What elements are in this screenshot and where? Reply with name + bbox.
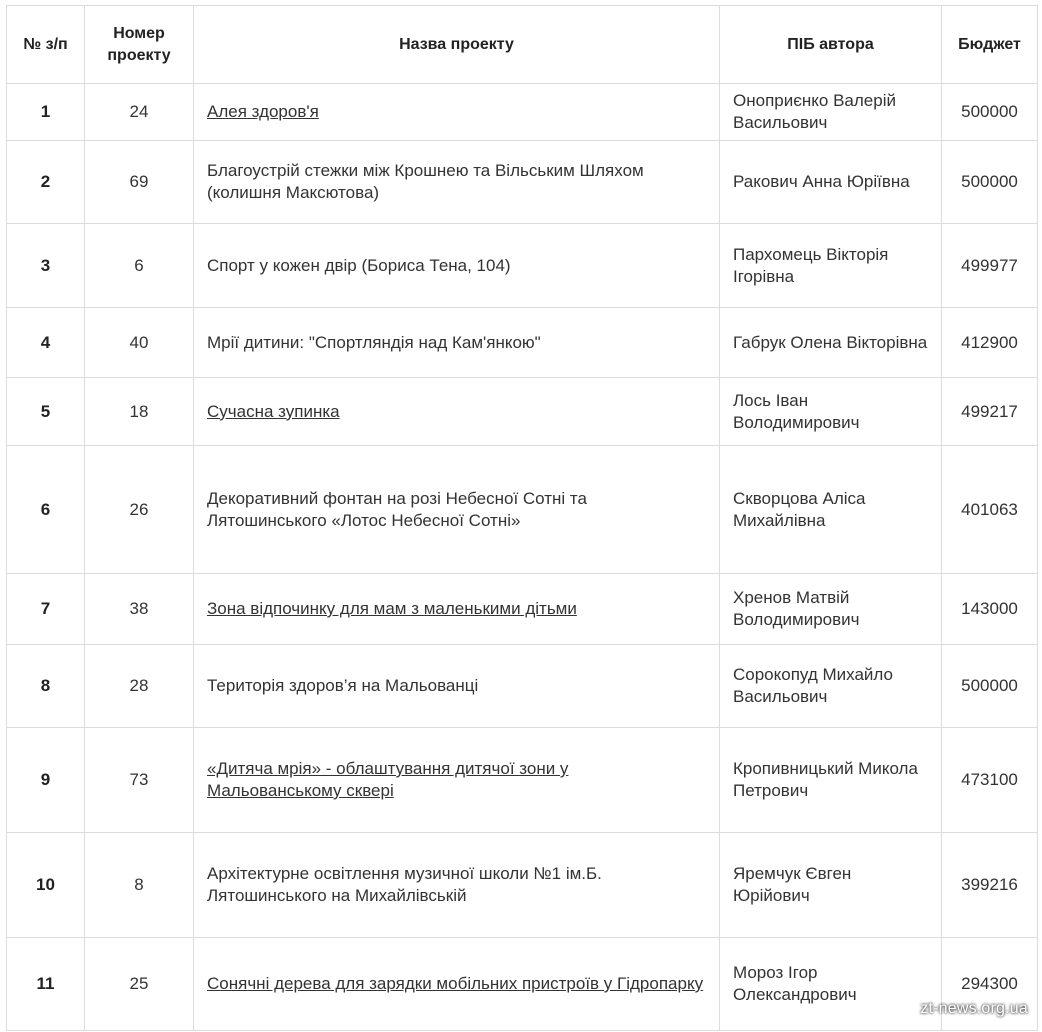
project-name-cell xyxy=(194,308,720,378)
budget-value: 500000 xyxy=(942,141,1038,224)
project-name-link[interactable]: Алея здоров'я xyxy=(207,102,319,121)
project-name-cell xyxy=(194,446,720,574)
project-number: 38 xyxy=(85,574,194,645)
project-name-cell xyxy=(194,728,720,833)
table-row xyxy=(7,378,1038,446)
project-name-cell xyxy=(194,84,720,141)
project-number: 24 xyxy=(85,84,194,141)
author-name: Ракович Анна Юріївна xyxy=(720,141,942,224)
row-index: 7 xyxy=(7,574,85,645)
project-name-cell xyxy=(194,938,720,1031)
project-number: 28 xyxy=(85,645,194,728)
author-name: Мороз Ігор Олександрович xyxy=(720,938,942,1031)
table-row xyxy=(7,84,1038,141)
budget-value: 412900 xyxy=(942,308,1038,378)
row-index: 10 xyxy=(7,833,85,938)
row-index: 1 xyxy=(7,84,85,141)
project-name-cell xyxy=(194,574,720,645)
table-row xyxy=(7,938,1038,1031)
project-number: 69 xyxy=(85,141,194,224)
project-number: 25 xyxy=(85,938,194,1031)
project-name-link[interactable]: «Дитяча мрія» - облаштування дитячої зони у Мальованському сквері xyxy=(207,759,569,800)
author-name: Хренов Матвій Володимирович xyxy=(720,574,942,645)
table-row xyxy=(7,728,1038,833)
row-index: 8 xyxy=(7,645,85,728)
project-name: Декоративний фонтан на розі Небесної Сотні та Лятошинського «Лотос Небесної Сотні» xyxy=(207,488,587,530)
author-name: Яремчук Євген Юрійович xyxy=(720,833,942,938)
table-row xyxy=(7,574,1038,645)
header-budget: Бюджет xyxy=(942,6,1038,84)
author-name: Кропивницький Микола Петрович xyxy=(720,728,942,833)
author-name: Сорокопуд Михайло Васильович xyxy=(720,645,942,728)
table-row xyxy=(7,645,1038,728)
header-author: ПІБ автора xyxy=(720,6,942,84)
author-name: Пархомець Вікторія Ігорівна xyxy=(720,224,942,308)
project-name-cell xyxy=(194,224,720,308)
budget-value: 143000 xyxy=(942,574,1038,645)
project-name: Мрії дитини: "Спортляндія над Кам'янкою" xyxy=(207,332,541,352)
project-number: 8 xyxy=(85,833,194,938)
table-row xyxy=(7,446,1038,574)
project-number: 18 xyxy=(85,378,194,446)
header-project-name: Назва проекту xyxy=(194,6,720,84)
project-name-cell xyxy=(194,645,720,728)
budget-value: 500000 xyxy=(942,84,1038,141)
budget-value: 401063 xyxy=(942,446,1038,574)
row-index: 9 xyxy=(7,728,85,833)
projects-table xyxy=(6,5,1038,1031)
project-number: 73 xyxy=(85,728,194,833)
budget-value: 500000 xyxy=(942,645,1038,728)
table-header-row xyxy=(7,6,1038,84)
project-number: 26 xyxy=(85,446,194,574)
table-body xyxy=(7,84,1038,1031)
author-name: Скворцова Аліса Михайлівна xyxy=(720,446,942,574)
row-index: 4 xyxy=(7,308,85,378)
table-row xyxy=(7,224,1038,308)
project-name: Спорт у кожен двір (Бориса Тена, 104) xyxy=(207,255,511,275)
author-name: Лось Іван Володимирович xyxy=(720,378,942,446)
row-index: 6 xyxy=(7,446,85,574)
table-row xyxy=(7,141,1038,224)
project-name-link[interactable]: Сучасна зупинка xyxy=(207,401,340,421)
header-index: № з/п xyxy=(7,6,85,84)
project-name: Територія здоров’я на Мальованці xyxy=(207,676,479,695)
site-watermark: zt-news.org.ua xyxy=(920,1000,1028,1017)
budget-value: 499977 xyxy=(942,224,1038,308)
row-index: 5 xyxy=(7,378,85,446)
project-name-cell xyxy=(194,833,720,938)
project-name-link[interactable]: Сонячні дерева для зарядки мобільних пристроїв у Гідропарку xyxy=(207,974,704,993)
project-number: 6 xyxy=(85,224,194,308)
author-name: Оноприєнко Валерій Васильович xyxy=(720,84,942,141)
project-name: Архітектурне освітлення музичної школи №1 ім.Б. Лятошинського на Михайлівській xyxy=(207,864,602,905)
table-row xyxy=(7,308,1038,378)
header-project-number: Номер проекту xyxy=(85,6,194,84)
row-index: 2 xyxy=(7,141,85,224)
row-index: 3 xyxy=(7,224,85,308)
project-name: Благоустрій стежки між Крошнею та Вільським Шляхом (колишня Максютова) xyxy=(207,161,644,202)
table-row xyxy=(7,833,1038,938)
row-index: 11 xyxy=(7,938,85,1031)
project-name-cell xyxy=(194,378,720,446)
budget-value: 294300 xyxy=(942,938,1038,1031)
project-name-cell xyxy=(194,141,720,224)
budget-value: 473100 xyxy=(942,728,1038,833)
author-name: Габрук Олена Вікторівна xyxy=(720,308,942,378)
budget-value: 499217 xyxy=(942,378,1038,446)
project-number: 40 xyxy=(85,308,194,378)
budget-value: 399216 xyxy=(942,833,1038,938)
project-name-link[interactable]: Зона відпочинку для мам з маленькими дітьми xyxy=(207,599,577,618)
